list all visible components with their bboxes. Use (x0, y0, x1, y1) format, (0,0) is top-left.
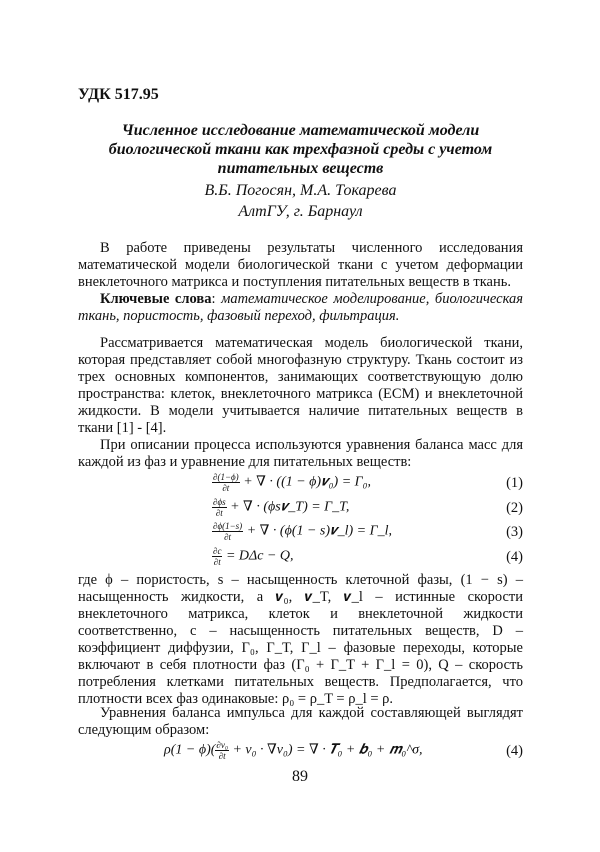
equation-number: (1) (506, 475, 523, 491)
equation-1: $\frac{\partial(1-\phi)}{\partial t}$ + ∇ · ((1 − ϕ)𝒗₀) = Γ₀, (1) (213, 472, 523, 493)
affiliation: АлтГУ, г. Барнаул (238, 203, 363, 220)
equation-4: $\frac{\partial c}{\partial t}$ = DΔc − Q, (4) (213, 546, 523, 567)
body-paragraph-3: где ϕ – пористость, s – насыщенность клеточной фазы, (1 − s) – насыщенность жидкости, а 𝒗₀, 𝒗_T, 𝒗_l – истинные скорости внеклеточного матрикса, клеток и внеклеточной жидкости соответственно, c – насыщенность питательных веществ, D – коэффициент диффузии, Γ₀, Γ_T, Γ_l – фазовые переходы, которые включают в себя плотности фаз (Γ₀ + Γ_T + Γ_l = 0), Q – скорость потребления клетками питательных веществ. Предполагается, что плотности всех фаз одинаковые: ρ₀ = ρ_T = ρ_l = ρ. (78, 572, 523, 707)
equation-number: (3) (506, 524, 523, 540)
body-paragraph-2: При описании процесса используются уравнения баланса масс для каждой из фаз и уравнение для питательных веществ: (78, 437, 523, 470)
abstract: В работе приведены результаты численного исследования математической модели биологической ткани с учетом деформации внеклеточного матрикса и поступления питательных веществ в ткань. (78, 240, 523, 290)
equation-3: $\frac{\partial\phi(1-s)}{\partial t}$ + ∇ · (ϕ(1 − s)𝒗_l) = Γ_l, (3) (213, 521, 523, 542)
page-number: 89 (292, 768, 308, 785)
equation-number: (2) (506, 500, 523, 516)
body-paragraph-1: Рассматривается математическая модель биологической ткани, которая представляет собой многофазную структуру. Ткань состоит из трех основных компонентов, занимающих соответствующую долю пространства: клеток, внеклеточного матрикса (ECM) и внеклеточной жидкости. В модели учитывается наличие питательных веществ в ткани [1] - [4]. (78, 335, 523, 436)
keywords-paragraph: Ключевые слова: математическое моделирование, биологическая ткань, пористость, фазовый переход, фильтрация. (78, 291, 524, 324)
udc-code: УДК 517.95 (78, 86, 159, 103)
paper-title: Численное исследование математической модели биологической ткани как трехфазной среды с учетом питательных веществ (108, 122, 493, 177)
keywords-value: математическое моделирование, биологическая ткань, пористость, фазовый переход, фильтрация. (78, 291, 524, 324)
authors: В.Б. Погосян, М.А. Токарева (204, 182, 397, 199)
keywords-label: Ключевые слова (100, 291, 212, 307)
equation-number: (4) (506, 549, 523, 565)
equation-2: $\frac{\partial\phi s}{\partial t}$ + ∇ · (ϕs𝒗_T) = Γ_T, (2) (213, 497, 523, 518)
equation-5: ρ(1 − ϕ)( $\frac{\text{∂v₀}}{\partial t}$ + v₀ · ∇v₀) = ∇ · 𝑻₀ + 𝒃₀ + 𝒎₀^σ, (4) (164, 740, 523, 761)
equation-number: (4) (506, 743, 523, 759)
body-paragraph-4: Уравнения баланса импульса для каждой составляющей выглядят следующим образом: (78, 705, 523, 738)
